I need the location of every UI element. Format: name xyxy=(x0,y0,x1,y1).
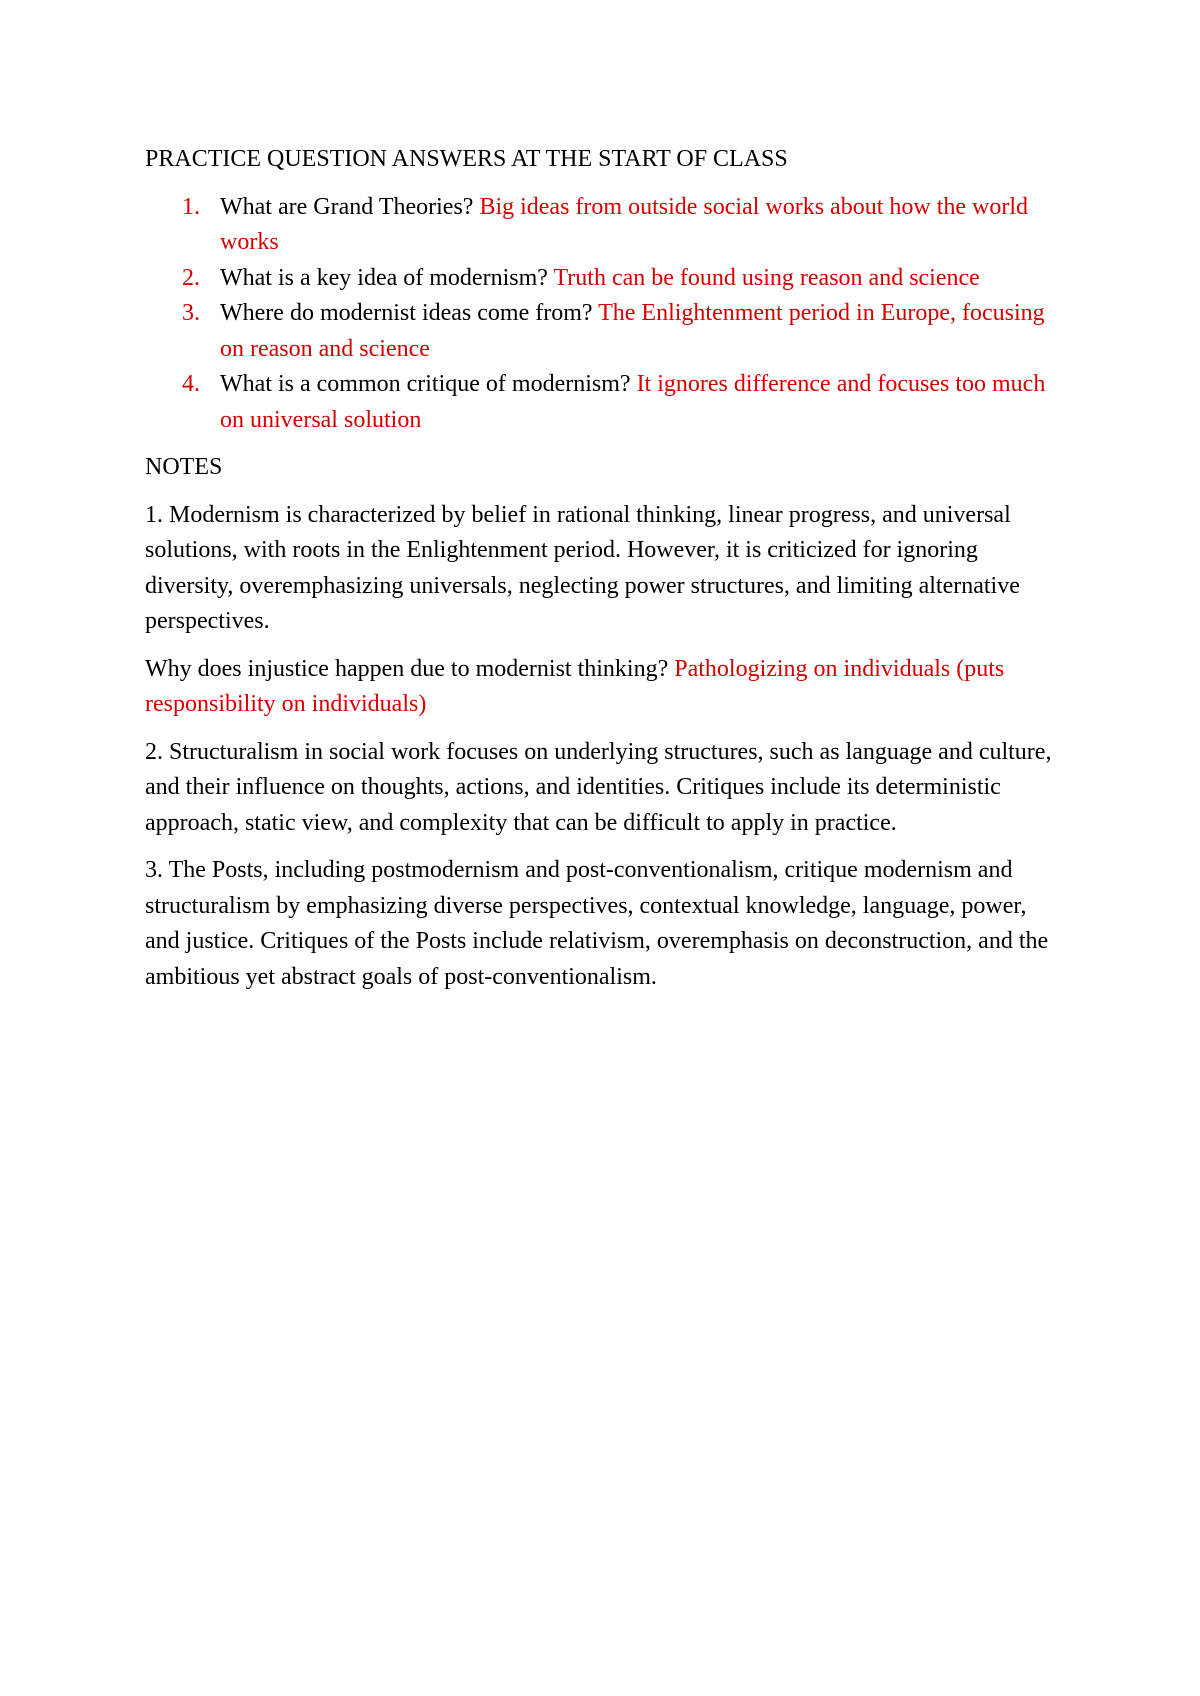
question-text: What is a key idea of modernism? xyxy=(220,264,554,291)
notes-heading: NOTES xyxy=(145,454,223,480)
question-text: What are Grand Theories? xyxy=(220,193,480,220)
note-paragraph-2: 2. Structuralism in social work focuses on underlying structures, such as language and culture, and their influence on thoughts, actions, and identities. Critiques include its deterministic approach, static view, and complexity that can be difficult to apply in practice. xyxy=(145,738,1052,836)
page-heading: PRACTICE QUESTION ANSWERS AT THE START OF CLASS xyxy=(145,146,788,172)
injustice-question-paragraph xyxy=(145,652,1065,723)
question-answer: Truth can be found using reason and science xyxy=(553,264,980,291)
question-number: 4. xyxy=(182,371,200,397)
question-number: 2. xyxy=(182,264,200,291)
note-paragraph-3: 3. The Posts, including postmodernism and post-conventionalism, critique modernism and structuralism by emphasizing diverse perspectives, contextual knowledge, language, power, and justice. Critiques of the Posts include relativism, overemphasis on deconstruction, and the ambitious yet abstract goals of post-conventionalism. xyxy=(145,857,1049,990)
question-answer: Big ideas from outside social works about how the world works xyxy=(220,193,1029,255)
injustice-question: Why does injustice happen due to modernist thinking? xyxy=(145,655,675,682)
document-content xyxy=(145,142,1065,1007)
question-item-2 xyxy=(145,261,1065,297)
question-text: Where do modernist ideas come from? xyxy=(220,300,599,326)
practice-question-list xyxy=(145,190,1065,439)
question-answer: The Enlightenment period in Europe, focusing on reason and science xyxy=(220,300,1045,362)
question-number: 3. xyxy=(182,300,200,326)
question-item-4 xyxy=(145,367,1065,438)
note-paragraph-1: 1. Modernism is characterized by belief in rational thinking, linear progress, and universal solutions, with roots in the Enlightenment period. However, it is criticized for ignoring diversity, overemphasizing universals, neglecting power structures, and limiting alternative perspectives. xyxy=(145,501,1020,634)
question-text: What is a common critique of modernism? xyxy=(220,371,637,397)
question-item-1 xyxy=(145,190,1065,261)
question-answer: It ignores difference and focuses too much on universal solution xyxy=(220,371,1046,433)
injustice-answer: Pathologizing on individuals (puts responsibility on individuals) xyxy=(145,655,1005,717)
question-item-3 xyxy=(145,296,1065,367)
question-number: 1. xyxy=(182,193,200,220)
